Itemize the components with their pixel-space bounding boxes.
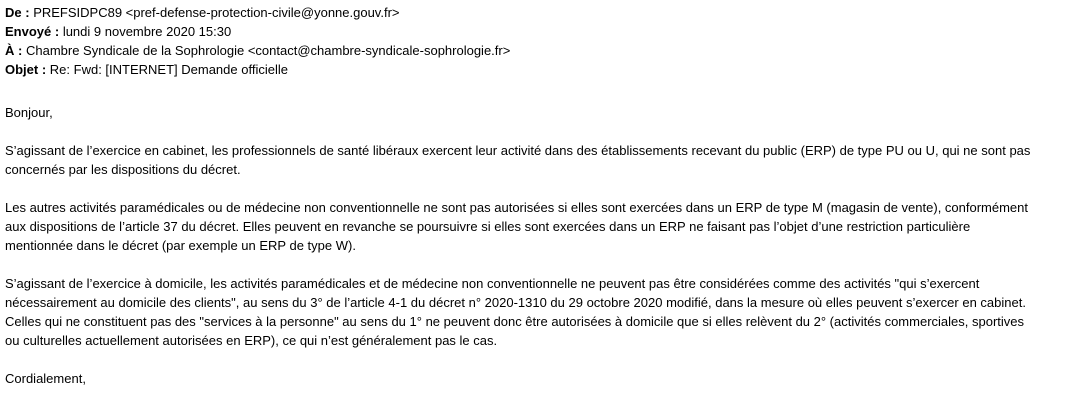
spacer	[5, 255, 1063, 274]
paragraph-domicile	[5, 274, 1063, 350]
header-from	[5, 3, 1063, 22]
header-subject	[5, 60, 1063, 79]
paragraph-line: S’agissant de l’exercice en cabinet, les professionnels de santé libéraux exercent leur activité dans des établissements recevant du public (ERP) de type PU ou U, qui ne sont pas	[5, 143, 1031, 158]
spacer	[5, 350, 1063, 369]
paragraph-line: nécessairement au domicile des clients", au sens du 3° de l’article 4-1 du décret n° 2020-1310 du 29 octobre 2020 modifié, dans la mesure où elles peuvent s’exercer en cabinet.	[5, 295, 1026, 310]
paragraph-line: concernés par les dispositions du décret.	[5, 162, 241, 177]
to-label: À :	[5, 43, 23, 58]
paragraph-line: Celles qui ne constituent pas des "services à la personne" au sens du 1° ne peuvent donc être autorisées à domicile que si elles relèvent du 2° (activités commerciales, sportives	[5, 314, 1025, 329]
paragraph-cabinet	[5, 141, 1063, 179]
header-sent	[5, 22, 1063, 41]
to-value[interactable]: Chambre Syndicale de la Sophrologie <contact@chambre-syndicale-sophrologie.fr>	[25, 43, 511, 58]
paragraph-line: mentionnée dans le décret (par exemple un ERP de type W).	[5, 238, 356, 253]
spacer	[5, 122, 1063, 141]
sent-label: Envoyé :	[5, 24, 60, 39]
subject-value: Re: Fwd: [INTERNET] Demande officielle	[49, 62, 288, 77]
from-label: De :	[5, 5, 30, 20]
paragraph-line: Les autres activités paramédicales ou de médecine non conventionnelle ne sont pas autorisées si elles sont exercées dans un ERP de type M (magasin de vente), conformément	[5, 200, 1029, 215]
paragraph-line: S’agissant de l’exercice à domicile, les activités paramédicales et de médecine non conventionnelle ne peuvent pas être considérées comme des activités "qui s’exercent	[5, 276, 980, 291]
paragraph-line: aux dispositions de l’article 37 du décret. Elles peuvent en revanche se poursuivre si elles sont exercées dans un ERP ne faisant pas l’objet d’une restriction particulière	[5, 219, 971, 234]
from-value[interactable]: PREFSIDPC89 <pref-defense-protection-civile@yonne.gouv.fr>	[33, 5, 400, 20]
header-to	[5, 41, 1063, 60]
paragraph-line: ou culturelles actuellement autorisées en ERP), ce qui n’est généralement pas le cas.	[5, 333, 498, 348]
closing: Cordialement,	[5, 371, 86, 386]
sent-value: lundi 9 novembre 2020 15:30	[62, 24, 232, 39]
subject-label: Objet :	[5, 62, 47, 77]
greeting: Bonjour,	[5, 105, 53, 120]
spacer	[5, 79, 1063, 103]
paragraph-other-activities	[5, 198, 1063, 255]
spacer	[5, 179, 1063, 198]
